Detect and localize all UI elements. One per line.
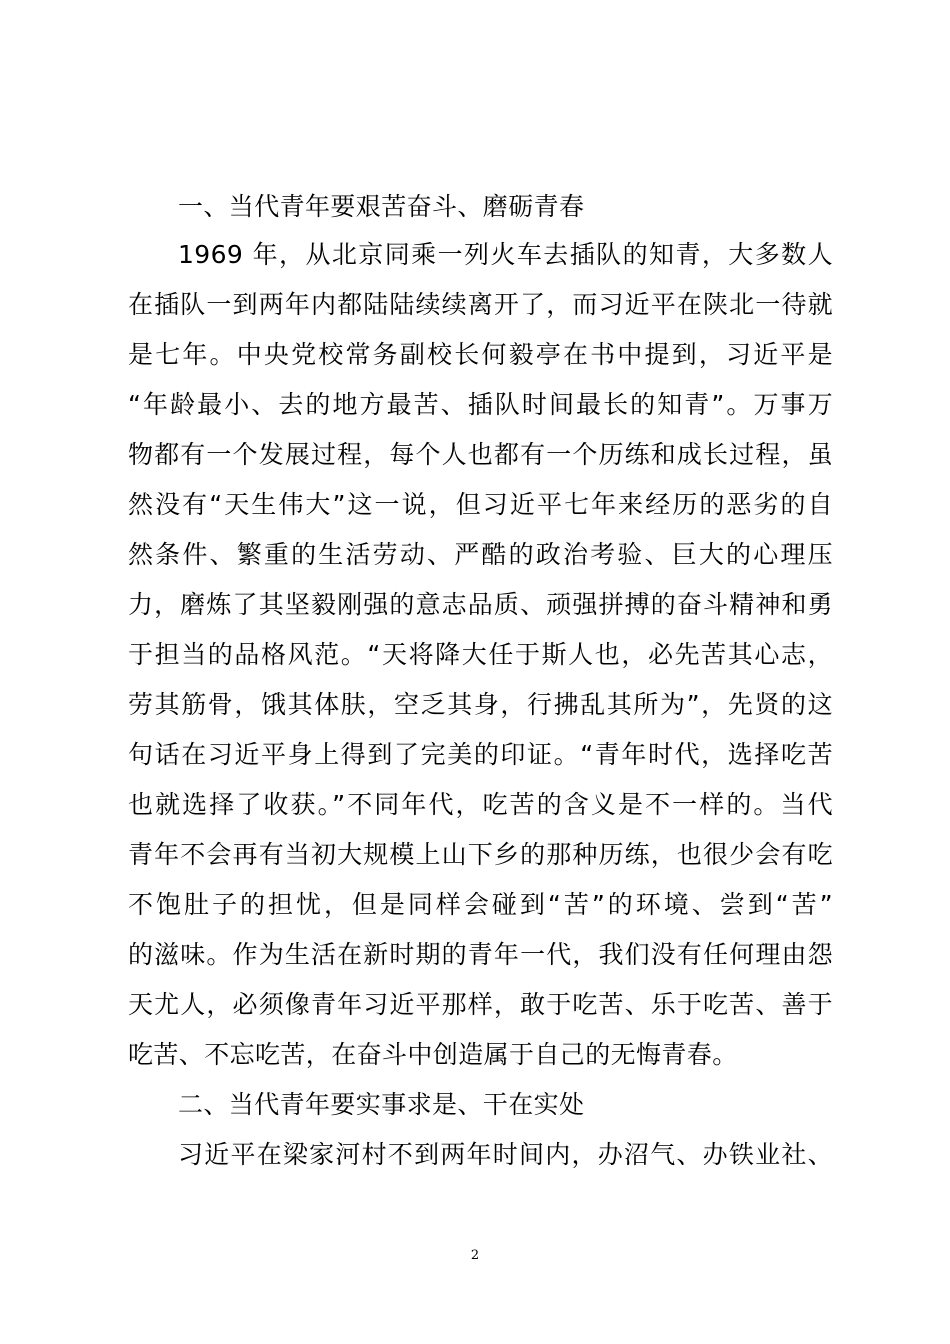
paragraph-line: 也就选择了收获。”不同年代，吃苦的含义是不一样的。当代 xyxy=(128,790,833,819)
page-number: 2 xyxy=(470,1248,480,1263)
paragraph-line: 1969 年，从北京同乘一列火车去插队的知青，大多数人 xyxy=(178,240,833,269)
paragraph-line: 不饱肚子的担忧，但是同样会碰到“苦”的环境、尝到“苦” xyxy=(128,890,833,919)
paragraph-line: 天尤人，必须像青年习近平那样，敢于吃苦、乐于吃苦、善于 xyxy=(128,990,833,1019)
paragraph-line: 句话在习近平身上得到了完美的印证。“青年时代，选择吃苦 xyxy=(128,740,833,769)
paragraph-line: 青年不会再有当初大规模上山下乡的那种历练，也很少会有吃 xyxy=(128,840,833,869)
paragraph-line: 然条件、繁重的生活劳动、严酷的政治考验、巨大的心理压 xyxy=(128,540,833,569)
paragraph-line: 力，磨炼了其坚毅刚强的意志品质、顽强拼搏的奋斗精神和勇 xyxy=(128,590,833,619)
paragraph-line: 然没有“天生伟大”这一说，但习近平七年来经历的恶劣的自 xyxy=(128,490,833,519)
paragraph-line: 是七年。中央党校常务副校长何毅亭在书中提到，习近平是 xyxy=(128,340,833,369)
section-heading-1: 一、当代青年要艰苦奋斗、磨砺青春 xyxy=(178,192,585,221)
paragraph-line: 吃苦、不忘吃苦，在奋斗中创造属于自己的无悔青春。 xyxy=(128,1040,738,1069)
paragraph-line: “年龄最小、去的地方最苦、插队时间最长的知青”。万事万 xyxy=(128,390,833,419)
paragraph-line: 物都有一个发展过程，每个人也都有一个历练和成长过程，虽 xyxy=(128,440,833,469)
section-heading-2: 二、当代青年要实事求是、干在实处 xyxy=(178,1090,585,1119)
paragraph-line: 于担当的品格风范。“天将降大任于斯人也，必先苦其心志， xyxy=(128,640,833,669)
paragraph-line: 在插队一到两年内都陆陆续续离开了，而习近平在陕北一待就 xyxy=(128,290,833,319)
paragraph-line: 习近平在梁家河村不到两年时间内，办沼气、办铁业社、 xyxy=(178,1140,833,1169)
paragraph-line: 劳其筋骨，饿其体肤，空乏其身，行拂乱其所为”，先贤的这 xyxy=(128,690,833,719)
paragraph-line: 的滋味。作为生活在新时期的青年一代，我们没有任何理由怨 xyxy=(128,940,833,969)
